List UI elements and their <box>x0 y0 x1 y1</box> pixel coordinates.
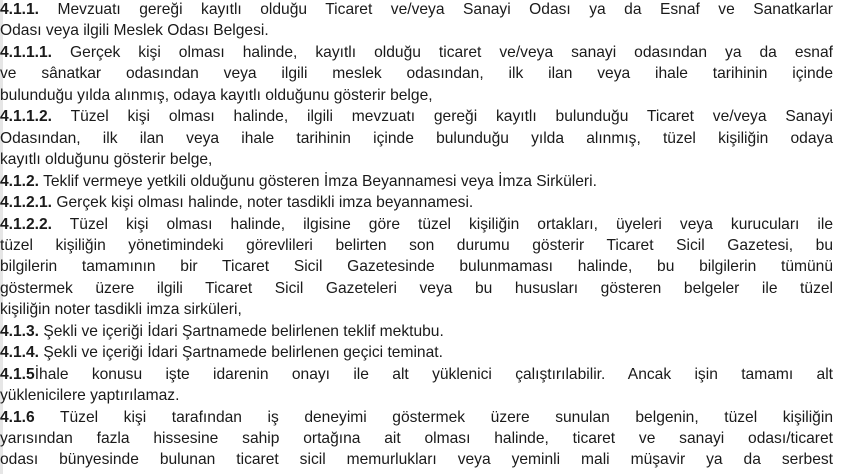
clause-line <box>0 428 833 449</box>
clause-number: 4.1.1.2. <box>0 108 53 126</box>
clause-line <box>0 42 833 63</box>
clause-number: 4.1.2. <box>0 172 40 190</box>
clause-text: kayıtlı olduğunu gösterir belge, <box>0 151 213 169</box>
clause-text: Gerçek kişi olması halinde, noter tasdikli imza beyannamesi. <box>56 194 474 212</box>
clause-line <box>0 385 833 406</box>
clause-number: 4.1.4. <box>0 344 40 362</box>
clause-line <box>0 63 833 84</box>
clause-line <box>0 449 833 470</box>
clause-number: 4.1.1.1. <box>0 43 53 61</box>
clause-text: tüzel kişiliğin yönetimindeki görevlileri belirten son durumu gösterir Ticaret Sicil Gazetesi, bu <box>0 236 833 254</box>
clause-line <box>0 106 833 127</box>
clause-text: Şekli ve içeriği İdari Şartnamede belirlenen geçici teminat. <box>43 344 443 362</box>
clause-text: İhale konusu işte idarenin onayı ile alt yüklenici çalıştırılabilir. Ancak işin tamamı alt <box>34 365 833 383</box>
clause-text: bulunduğu yılda alınmış, odaya kayıtlı olduğunu gösterir belge, <box>0 86 433 104</box>
clause-text: Tüzel kişi olması halinde, ilgisine göre tüzel kişiliğin ortakları, üyeleri veya kurucuları ile <box>69 215 833 233</box>
clause-text: yarısından fazla hissesine sahip ortağına ait olması halinde, ticaret ve sanayi odası/ticaret <box>0 430 833 447</box>
clause-line <box>0 235 833 256</box>
clause-text: Odasından, ilk ilan veya ihale tarihinin içinde bulunduğu yılda alınmış, tüzel kişiliğin odaya <box>0 129 833 147</box>
clause-line <box>0 342 833 363</box>
clause-line <box>0 278 833 299</box>
clause-line <box>0 299 833 320</box>
clause-text: Teklif vermeye yetkili olduğunu gösteren İmza Beyannamesi veya İmza Sirküleri. <box>43 172 597 190</box>
clause-text: göstermek üzere ilgili Ticaret Sicil Gazeteleri veya bu hususları gösteren belgeler ile tüzel <box>0 279 833 297</box>
clause-line <box>0 20 833 41</box>
clause-text: kişiliğin noter tasdikli imza sirküleri, <box>0 301 242 319</box>
clause-line <box>0 407 833 428</box>
clause-number: 4.1.5 <box>0 365 35 383</box>
clause-text: Gerçek kişi olması halinde, kayıtlı olduğu ticaret ve/veya sanayi odasından ya da esnaf <box>70 43 833 61</box>
clause-text: ve sânatkar odasından veya ilgili meslek odasından, ilk ilan veya ihale tarihinin içinde <box>0 65 833 83</box>
clause-line <box>0 321 833 342</box>
clause-text: bilgilerin tamamının bir Ticaret Sicil Gazetesinde bulunmaması halinde, bu bilgilerin tümünü <box>0 258 833 276</box>
clause-line <box>0 0 833 20</box>
clause-number: 4.1.1. <box>0 1 40 18</box>
clause-text: Mevzuatı gereği kayıtlı olduğu Ticaret ve/veya Sanayi Odası ya da Esnaf ve Sanatkarlar <box>57 1 833 18</box>
clause-line <box>0 128 833 149</box>
clause-line <box>0 192 833 213</box>
clause-line <box>0 85 833 106</box>
clause-number: 4.1.2.1. <box>0 194 53 212</box>
clause-line <box>0 149 833 170</box>
clause-text: Şekli ve içeriği İdari Şartnamede belirlenen teklif mektubu. <box>43 322 444 340</box>
clause-number: 4.1.2.2. <box>0 215 53 233</box>
clause-number: 4.1.6 <box>0 408 35 426</box>
clause-line <box>0 256 833 277</box>
clause-number: 4.1.3. <box>0 322 40 340</box>
clause-text: yüklenicilere yaptırılamaz. <box>0 387 180 405</box>
clause-text: odası bünyesinde bulunan ticaret sicil memurlukları veya yeminli mali müşavir ya da serbest <box>0 451 833 469</box>
clause-line <box>0 214 833 235</box>
clause-text: Tüzel kişi tarafından iş deneyimi göstermek üzere sunulan belgenin, tüzel kişiliğin <box>59 408 833 426</box>
clause-text: Odası veya ilgili Meslek Odası Belgesi. <box>0 22 269 40</box>
clause-text: Tüzel kişi olması halinde, ilgili mevzuatı gereği kayıtlı bulunduğu Ticaret ve/veya Sanayi <box>70 108 833 126</box>
clause-line <box>0 364 833 385</box>
clause-line <box>0 171 833 192</box>
